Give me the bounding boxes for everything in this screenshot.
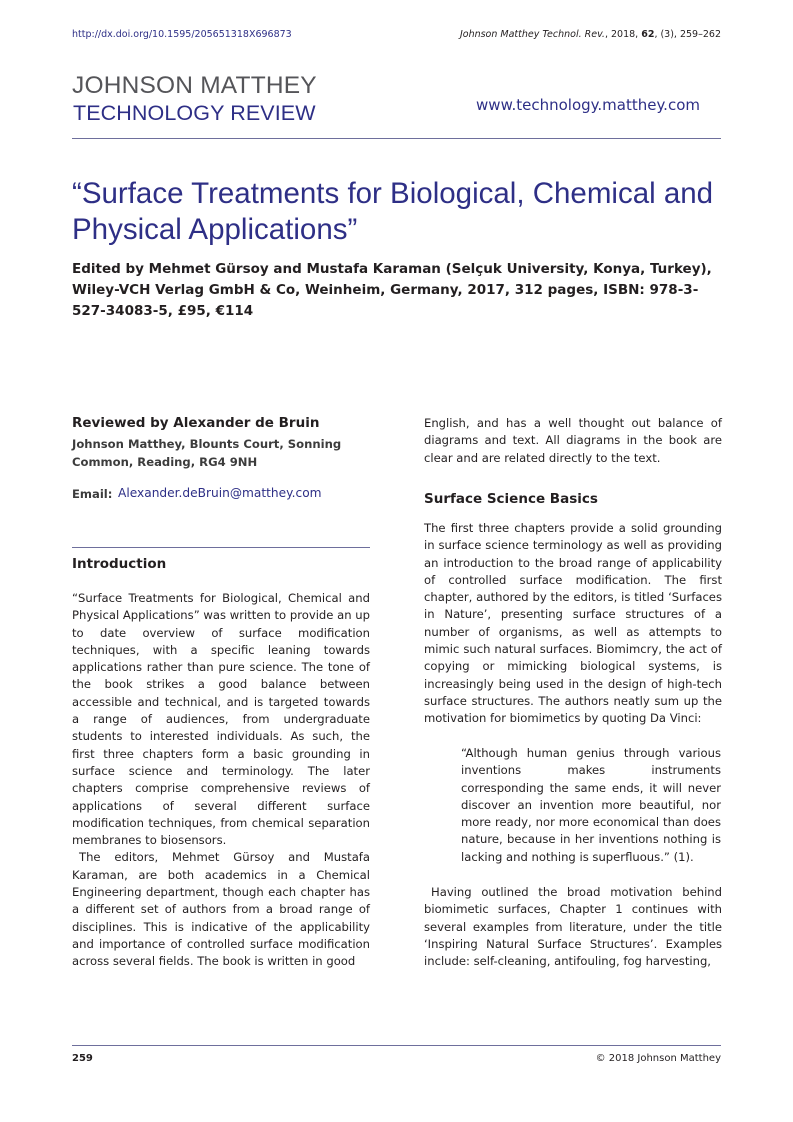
continuation-text — [424, 415, 722, 467]
citation-issue: , (3), 259–262 — [654, 29, 721, 40]
reviewer-affiliation: Johnson Matthey, Blounts Court, Sonning Common, Reading, RG4 9NH — [72, 437, 342, 469]
surface-science-paragraph: The first three chapters provide a solid grounding in surface science terminology as well as providing an introduction to the broad range of applicability of controlled surface modification. The first chapter, authored by the editors, is titled ‘Surfaces in Nature’, presenting surface structures of a number of organisms, as well as attempts to mimic such natural surfaces. Biomimcry, the act of copying or mimicking biological systems, is increasingly being used in the design of high-tech surface structures. The authors neatly sum up the motivation for biomimetics by quoting Da Vinci: — [424, 521, 722, 726]
introduction-body — [72, 590, 370, 971]
article-title: “Surface Treatments for Biological, Chemical and Physical Applications” — [72, 177, 714, 246]
footer-divider — [72, 1045, 721, 1046]
doi-link[interactable]: http://dx.doi.org/10.1595/205651318X696873 — [72, 29, 292, 40]
surface-science-heading: Surface Science Basics — [424, 491, 598, 507]
journal-citation — [460, 29, 721, 40]
da-vinci-quote — [461, 745, 721, 866]
introduction-heading: Introduction — [72, 556, 167, 572]
journal-logo-line1: JOHNSON MATTHEY — [72, 72, 317, 99]
email-label: Email: — [72, 487, 113, 501]
introduction-paragraph: The editors, Mehmet Gürsoy and Mustafa Karaman, are both academics in a Chemical Engineering department, though each chapter has a different set of authors from a broad range of disciplines. This is indicative of the applicability and importance of controlled surface modification across several fields. The book is written in good — [72, 850, 370, 969]
section-divider — [72, 547, 370, 548]
citation-journal: Johnson Matthey Technol. Rev. — [459, 29, 605, 40]
introduction-paragraph: “Surface Treatments for Biological, Chemical and Physical Applications” was written to provide an up to date overview of surface modification techniques, with a specific leaning towards applications rather than pure science. The tone of the book strikes a good balance between accessible and technical, and is targeted towards a range of audiences, from undergraduate students to interested individuals. As such, the first three chapters form a basic grounding in surface science and terminology. The later chapters comprise comprehensive reviews of applications of several different surface modification techniques, from chemical separation membranes to biosensors. — [72, 591, 370, 848]
journal-logo-line2: TECHNOLOGY REVIEW — [73, 101, 316, 125]
header-divider — [72, 138, 721, 139]
email-link[interactable]: Alexander.deBruin@matthey.com — [118, 486, 322, 500]
page-number: 259 — [72, 1053, 93, 1064]
quote-text: “Although human genius through various inventions makes instruments corresponding the same ends, it will never discover an invention more beautiful, nor more ready, nor more economical than does nature, because in her inventions nothing is lacking and nothing is superfluous.” (1). — [461, 746, 721, 864]
after-quote-text — [424, 884, 722, 970]
after-quote-paragraph: Having outlined the broad motivation behind biomimetic surfaces, Chapter 1 continues with several examples from literature, under the title ‘Inspiring Natural Surface Structures’. Examples include: self-cleaning, antifouling, fog harvesting, — [424, 885, 722, 969]
citation-year: , 2018, — [604, 29, 642, 40]
surface-science-body — [424, 520, 722, 728]
copyright: © 2018 Johnson Matthey — [595, 1053, 721, 1064]
continuation-paragraph: English, and has a well thought out balance of diagrams and text. All diagrams in the book are clear and are related directly to the text. — [424, 416, 722, 465]
citation-volume: 62 — [641, 29, 655, 40]
reviewer-heading: Reviewed by Alexander de Bruin — [72, 415, 320, 431]
book-info: Edited by Mehmet Gürsoy and Mustafa Karaman (Selçuk University, Konya, Turkey), Wiley-VCH Verlag GmbH & Co, Weinheim, Germany, 2017, 312 pages, ISBN: 978-3-527-34083-5, £95, €114 — [72, 261, 712, 319]
website-link[interactable]: www.technology.matthey.com — [476, 96, 700, 114]
